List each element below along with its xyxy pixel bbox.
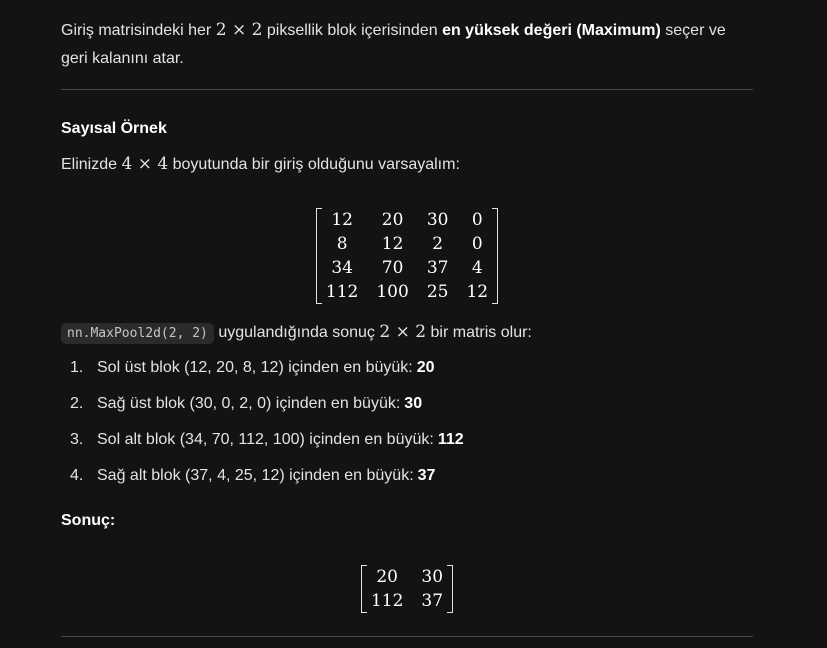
example-text-after: boyutunda bir giriş olduğunu varsayalım: <box>172 156 460 173</box>
matrix-row <box>324 280 490 304</box>
matrix-cell: 112 <box>370 591 404 611</box>
matrix-cell: 25 <box>426 282 449 302</box>
output-matrix <box>361 565 453 613</box>
intro-bold-text: en yüksek değeri (Maximum) <box>442 22 661 39</box>
input-matrix <box>316 208 498 304</box>
divider-top <box>61 89 753 90</box>
matrix-row <box>324 256 490 280</box>
list-result: 37 <box>417 467 436 484</box>
example-text-before: Elinizde <box>61 156 118 173</box>
list-result: 112 <box>437 431 464 448</box>
list-item <box>61 386 753 422</box>
matrix-row <box>324 208 490 232</box>
matrix-cell: 30 <box>426 210 449 230</box>
example-paragraph <box>61 150 753 179</box>
matrix-cell: 20 <box>376 567 398 587</box>
matrix-cell: 12 <box>331 210 353 230</box>
intro-paragraph <box>61 16 753 73</box>
matrix-row <box>324 232 490 256</box>
matrix-cell: 100 <box>376 282 409 302</box>
example-math-4x4: 4 × 4 <box>121 154 169 174</box>
steps-list <box>61 350 753 494</box>
intro-math-2x2: 2 × 2 <box>215 20 263 40</box>
apply-text-before: uygulandığında sonuç <box>218 324 375 341</box>
matrix-cell: 0 <box>471 210 483 230</box>
intro-line2: geri kalanını atar. <box>61 50 184 67</box>
list-item <box>61 458 753 494</box>
apply-paragraph <box>61 318 753 348</box>
apply-math-2x2: 2 × 2 <box>379 322 427 342</box>
example-heading: Sayısal Örnek <box>61 120 167 137</box>
matrix-cell: 34 <box>331 258 353 278</box>
intro-text-after: seçer ve <box>665 22 726 39</box>
list-text: Sol üst blok (12, 20, 8, 12) içinden en büyük: <box>97 359 413 376</box>
list-result: 30 <box>404 395 423 412</box>
matrix-cell: 2 <box>432 234 444 254</box>
intro-text-before: Giriş matrisindeki her <box>61 22 212 39</box>
input-matrix-wrap <box>61 208 753 304</box>
output-matrix-wrap <box>61 565 753 613</box>
list-text: Sağ alt blok (37, 4, 25, 12) içinden en büyük: <box>97 467 414 484</box>
list-item <box>61 350 753 386</box>
list-number: 3. <box>70 431 84 448</box>
list-item <box>61 422 753 458</box>
result-heading: Sonuç: <box>61 512 116 529</box>
list-text: Sol alt blok (34, 70, 112, 100) içinden en büyük: <box>97 431 434 448</box>
list-result: 20 <box>416 359 435 376</box>
matrix-row <box>369 589 445 613</box>
list-number: 2. <box>70 395 84 412</box>
divider-bottom <box>61 636 753 637</box>
matrix-cell: 4 <box>471 258 483 278</box>
matrix-cell: 12 <box>466 282 489 302</box>
maxpool-code-snippet: nn.MaxPool2d(2, 2) <box>61 323 214 344</box>
intro-text-mid: piksellik blok içerisinden <box>266 22 438 39</box>
matrix-cell: 37 <box>421 591 444 611</box>
matrix-cell: 112 <box>325 282 359 302</box>
matrix-cell: 20 <box>381 210 404 230</box>
matrix-row <box>369 565 445 589</box>
list-text: Sağ üst blok (30, 0, 2, 0) içinden en büyük: <box>97 395 401 412</box>
matrix-cell: 12 <box>381 234 404 254</box>
list-number: 1. <box>70 359 84 376</box>
matrix-cell: 70 <box>381 258 404 278</box>
matrix-cell: 30 <box>421 567 444 587</box>
matrix-cell: 0 <box>471 234 483 254</box>
list-number: 4. <box>70 467 84 484</box>
matrix-cell: 37 <box>426 258 449 278</box>
matrix-cell: 8 <box>336 234 348 254</box>
apply-text-after: bir matris olur: <box>430 324 532 341</box>
